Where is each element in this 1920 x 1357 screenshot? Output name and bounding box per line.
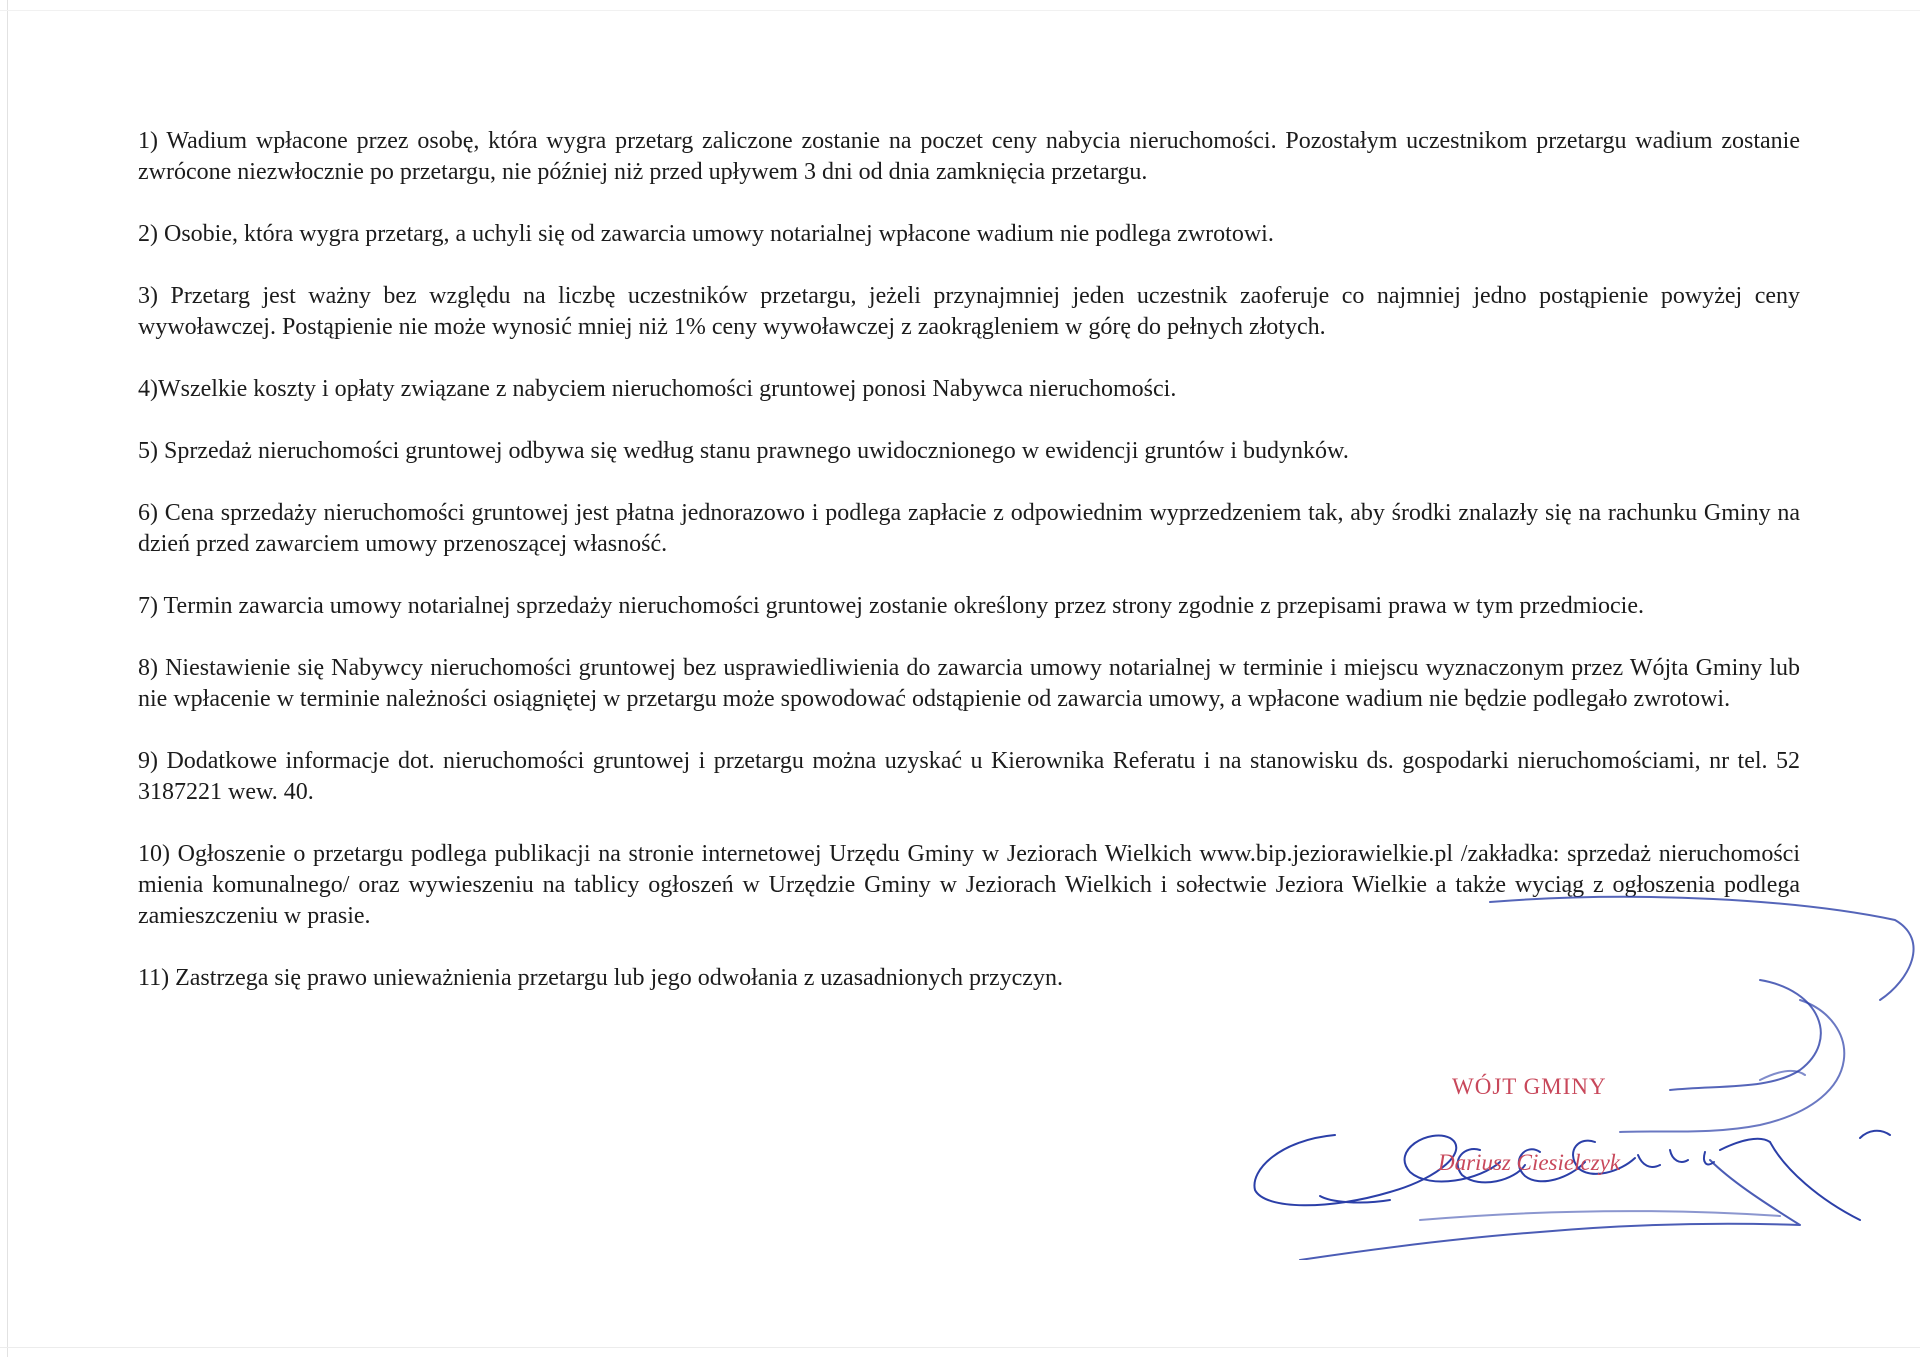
paragraph-9: 9) Dodatkowe informacje dot. nieruchomości gruntowej i przetargu można uzyskać u Kierownika Referatu i na stanowisku ds. gospodarki nieruchomościami, nr tel. 52 3187221 wew. 40. <box>138 748 1800 805</box>
scan-edge-left <box>7 0 8 1357</box>
paragraph-5: 5) Sprzedaż nieruchomości gruntowej odbywa się według stanu prawnego uwidocznionego w ewidencji gruntów i budynków. <box>138 438 1349 464</box>
paragraph-10: 10) Ogłoszenie o przetargu podlega publikacji na stronie internetowej Urzędu Gminy w Jeziorach Wielkich www.bip.jeziorawielkie.pl /zakładka: sprzedaż nieruchomości mienia komunalnego/ oraz wywieszeniu na tablicy ogłoszeń w Urzędzie Gminy w Jeziorach Wielkich i sołectwie Jeziora Wielkie a także wyciąg z ogłoszenia podlega zamieszczeniu w prasie. <box>138 841 1800 929</box>
stamp-name: Dariusz Ciesielczyk <box>1438 1150 1621 1175</box>
paragraph-11: 11) Zastrzega się prawo unieważnienia przetargu lub jego odwołania z uzasadnionych przyczyn. <box>138 965 1063 991</box>
stamp-title: WÓJT GMINY <box>1452 1074 1607 1099</box>
paragraph-8: 8) Niestawienie się Nabywcy nieruchomości gruntowej bez usprawiedliwienia do zawarcia umowy notarialnej w terminie i miejscu wyznaczonym przez Wójta Gminy lub nie wpłacenie w terminie należności osiągniętej w przetargu może spowodować odstąpienie od zawarcia umowy, a wpłacone wadium nie będzie podlegało zwrotowi. <box>138 655 1800 712</box>
scan-edge-top <box>0 10 1920 11</box>
signature-icon <box>1240 880 1920 1260</box>
paragraph-1: 1) Wadium wpłacone przez osobę, która wygra przetarg zaliczone zostanie na poczet ceny nabycia nieruchomości. Pozostałym uczestnikom przetargu wadium zostanie zwrócone niezwłocznie po przetargu, nie później niż przed upływem 3 dni od dnia zamknięcia przetargu. <box>138 128 1800 185</box>
paragraph-4: 4)Wszelkie koszty i opłaty związane z nabyciem nieruchomości gruntowej ponosi Nabywca nieruchomości. <box>138 376 1177 402</box>
scan-edge-bottom <box>0 1347 1920 1348</box>
paragraph-7: 7) Termin zawarcia umowy notarialnej sprzedaży nieruchomości gruntowej zostanie określony przez strony zgodnie z przepisami prawa w tym przedmiocie. <box>138 593 1644 619</box>
paragraph-2: 2) Osobie, która wygra przetarg, a uchyli się od zawarcia umowy notarialnej wpłacone wadium nie podlega zwrotowi. <box>138 221 1274 247</box>
paragraph-6: 6) Cena sprzedaży nieruchomości gruntowej jest płatna jednorazowo i podlega zapłacie z odpowiednim wyprzedzeniem tak, aby środki znalazły się na rachunku Gminy na dzień przed zawarciem umowy przenoszącej własność. <box>138 500 1800 557</box>
paragraph-3: 3) Przetarg jest ważny bez względu na liczbę uczestników przetargu, jeżeli przynajmniej jeden uczestnik zaoferuje co najmniej jedno postąpienie powyżej ceny wywoławczej. Postąpienie nie może wynosić mniej niż 1% ceny wywoławczej z zaokrągleniem w górę do pełnych złotych. <box>138 283 1800 340</box>
